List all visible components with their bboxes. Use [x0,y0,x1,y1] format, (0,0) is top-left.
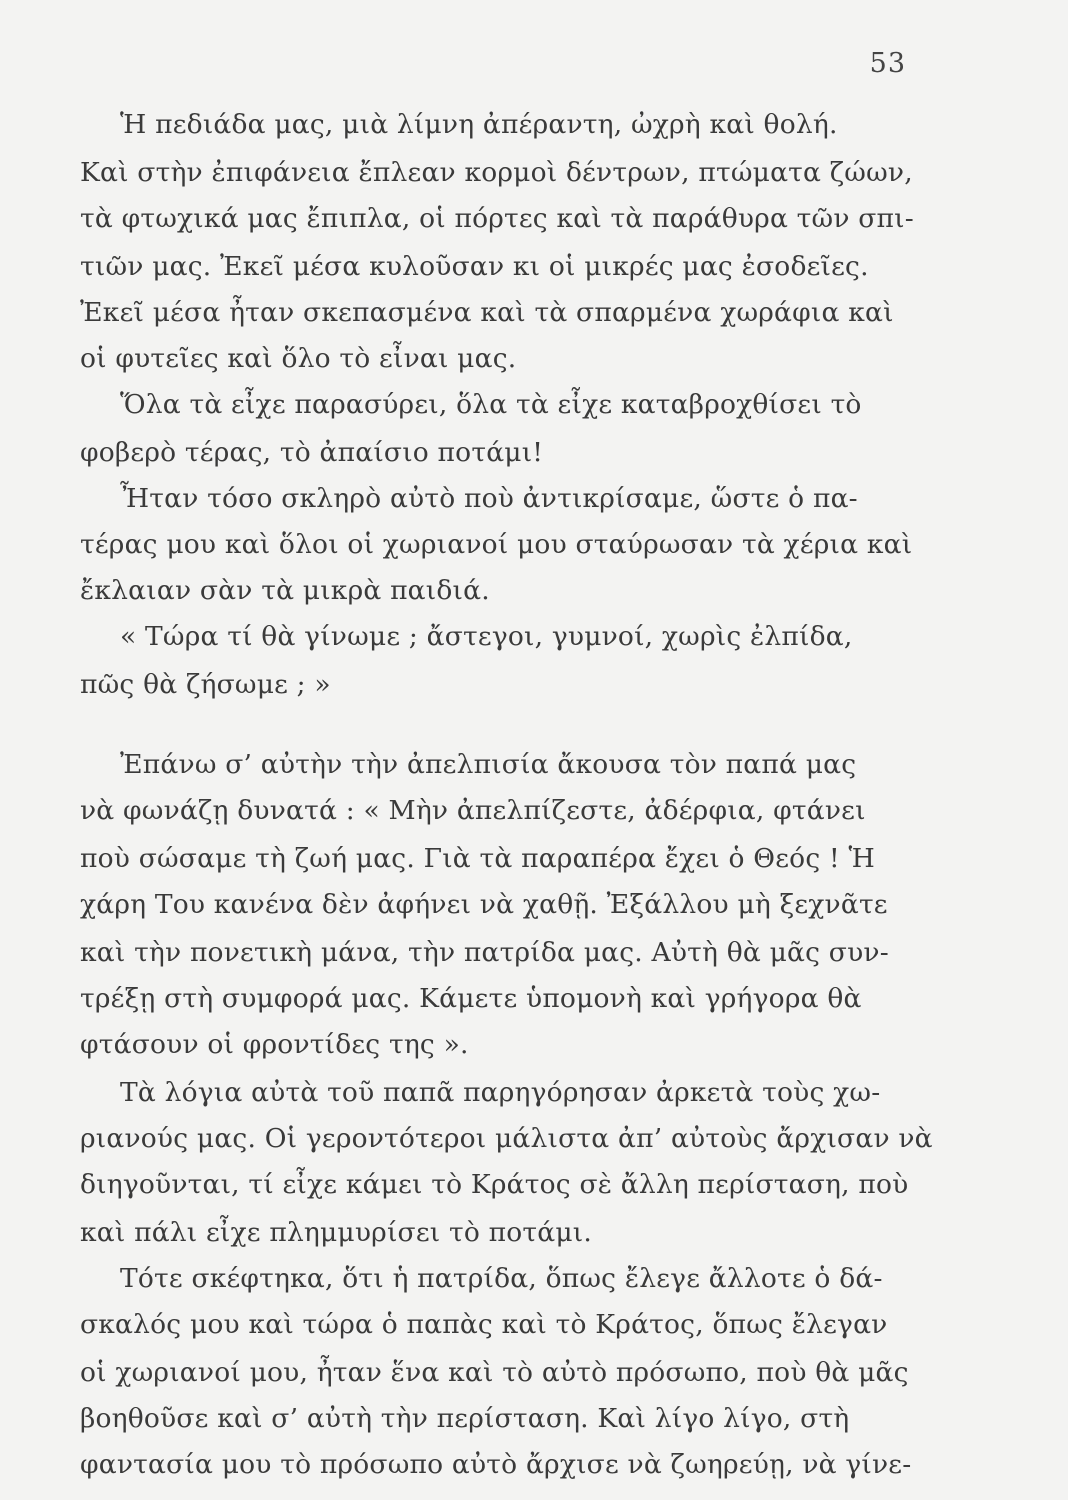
text-line: Τότε σκέφτηκα, ὅτι ἡ πατρίδα, ὅπως ἔλεγε ἄλλοτε ὁ δά- [120,1263,883,1294]
text-line: διηγοῦνται, τί εἶχε κάμει τὸ Κράτος σὲ ἄλλη περίσταση, ποὺ [80,1169,909,1200]
text-line: Καὶ στὴν ἐπιφάνεια ἔπλεαν κορμοὶ δέντρων, πτώματα ζώων, [80,157,913,188]
text-line: ἔκλαιαν σὰν τὰ μικρὰ παιδιά. [80,575,490,606]
text-line: οἱ χωριανοί μου, ἦταν ἕνα καὶ τὸ αὐτὸ πρόσωπο, ποὺ θὰ μᾶς [80,1357,909,1388]
page-number: 53 [869,48,906,79]
text-line: ποὺ σώσαμε τὴ ζωή μας. Γιὰ τὰ παραπέρα ἔχει ὁ Θεός ! Ἡ [80,843,875,874]
text-line: βοηθοῦσε καὶ σ’ αὐτὴ τὴν περίσταση. Καὶ λίγο λίγο, στὴ [80,1403,850,1434]
text-line: τρέξῃ στὴ συμφορά μας. Κάμετε ὑπομονὴ καὶ γρήγορα θὰ [80,983,862,1014]
text-line: φοβερὸ τέρας, τὸ ἀπαίσιο ποτάμι! [80,437,544,468]
text-line: χάρη Του κανένα δὲν ἀφήνει νὰ χαθῇ. Ἐξάλλου μὴ ξεχνᾶτε [80,889,888,920]
text-line: καὶ τὴν πονετικὴ μάνα, τὴν πατρίδα μας. Αὐτὴ θὰ μᾶς συν- [80,937,889,968]
text-line: ριανούς μας. Οἱ γεροντότεροι μάλιστα ἀπ’ αὐτοὺς ἄρχισαν νὰ [80,1123,933,1154]
text-line: Ἐκεῖ μέσα ἦταν σκεπασμένα καὶ τὰ σπαρμένα χωράφια καὶ [80,297,894,328]
text-line: φτάσουν οἱ φροντίδες της ». [80,1029,469,1060]
text-line: τὰ φτωχικά μας ἔπιπλα, οἱ πόρτες καὶ τὰ παράθυρα τῶν σπι- [80,203,914,234]
text-line: Ὅλα τὰ εἶχε παρασύρει, ὅλα τὰ εἶχε καταβροχθίσει τὸ [120,389,862,420]
text-line: οἱ φυτεῖες καὶ ὅλο τὸ εἶναι μας. [80,343,517,374]
text-line: φαντασία μου τὸ πρόσωπο αὐτὸ ἄρχισε νὰ ζωηρεύῃ, νὰ γίνε- [80,1449,912,1480]
text-line: Ἦταν τόσο σκληρὸ αὐτὸ ποὺ ἀντικρίσαμε, ὥστε ὁ πα- [120,483,858,514]
text-line: τιῶν μας. Ἐκεῖ μέσα κυλοῦσαν κι οἱ μικρές μας ἐσοδεῖες. [80,251,869,282]
text-line: νὰ φωνάζῃ δυνατά : « Μὴν ἀπελπίζεστε, ἀδέρφια, φτάνει [80,795,866,826]
text-line: τέρας μου καὶ ὅλοι οἱ χωριανοί μου σταύρωσαν τὰ χέρια καὶ [80,529,913,560]
text-line: Ἡ πεδιάδα μας, μιὰ λίμνη ἀπέραντη, ὠχρὴ καὶ θολή. [120,109,838,140]
text-line: καὶ πάλι εἶχε πλημμυρίσει τὸ ποτάμι. [80,1217,592,1248]
text-line: Τὰ λόγια αὐτὰ τοῦ παπᾶ παρηγόρησαν ἀρκετὰ τοὺς χω- [120,1077,881,1108]
text-line: πῶς θὰ ζήσωμε ; » [80,669,331,700]
text-line: σκαλός μου καὶ τώρα ὁ παπὰς καὶ τὸ Κράτος, ὅπως ἔλεγαν [80,1309,888,1340]
text-line: « Τώρα τί θὰ γίνωμε ; ἄστεγοι, γυμνοί, χωρὶς ἐλπίδα, [120,621,853,652]
text-line: Ἐπάνω σ’ αὐτὴν τὴν ἀπελπισία ἄκουσα τὸν παπά μας [120,749,857,780]
